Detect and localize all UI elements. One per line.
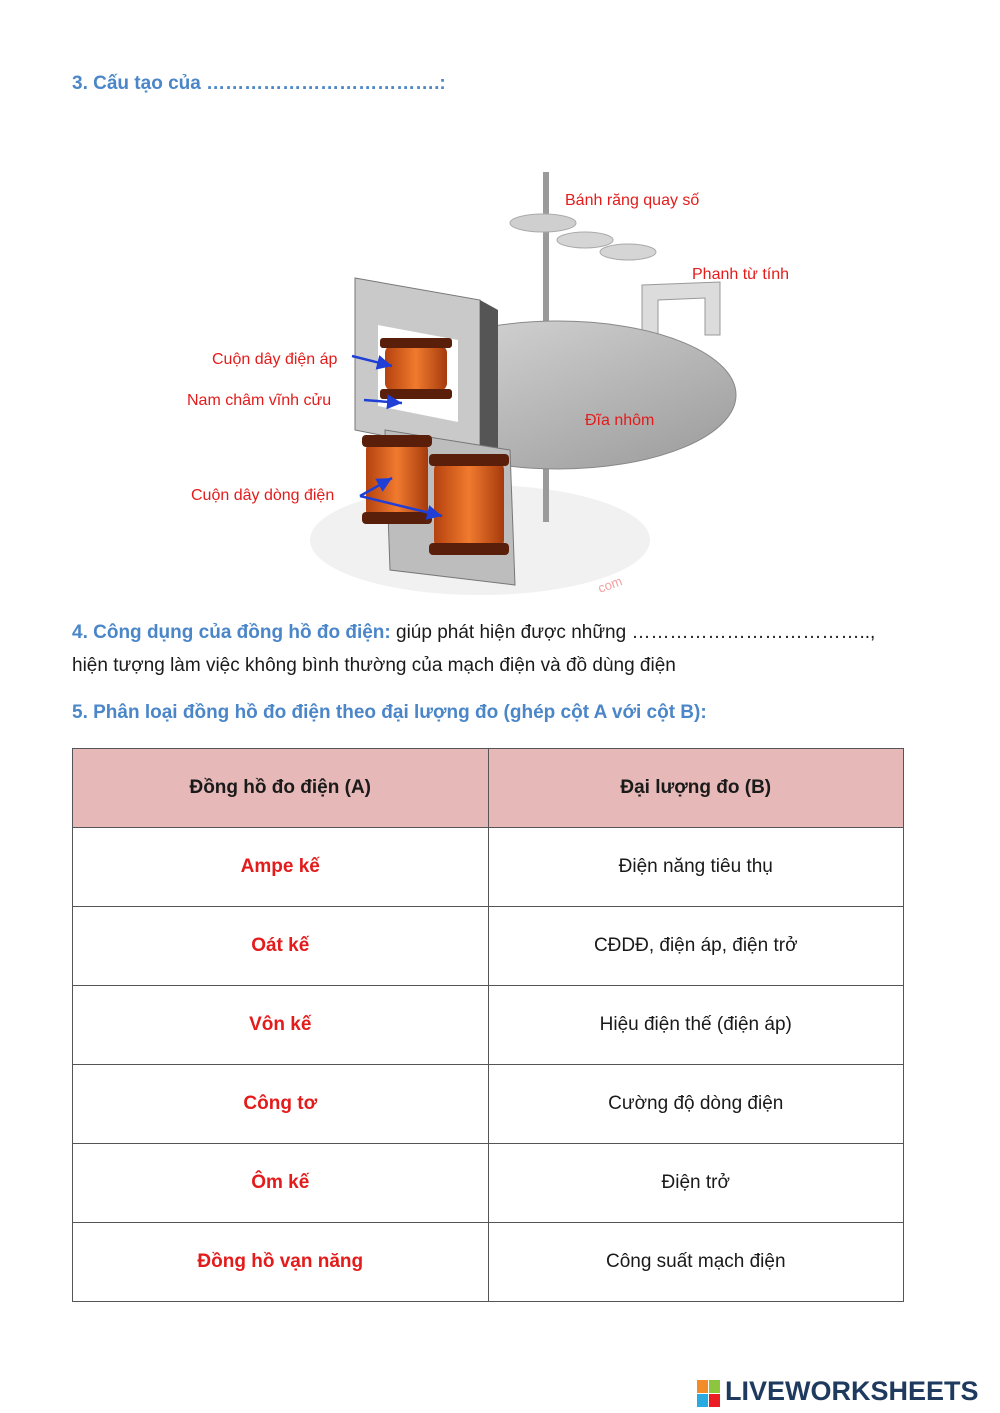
current-coil-right xyxy=(429,454,509,555)
section-5-heading: 5. Phân loại đồng hồ đo điện theo đại lượng đo (ghép cột A với cột B): xyxy=(72,702,707,723)
cell-a[interactable]: Ôm kế xyxy=(73,1144,489,1223)
section-4-paragraph xyxy=(72,616,932,682)
table-row xyxy=(73,907,904,986)
table-header-row xyxy=(73,749,904,828)
cell-b[interactable]: Hiệu điện thế (điện áp) xyxy=(488,986,904,1065)
cell-b[interactable]: CĐDĐ, điện áp, điện trở xyxy=(488,907,904,986)
table-row xyxy=(73,986,904,1065)
disc-label: Đĩa nhôm xyxy=(585,412,655,429)
current-coil-label: Cuộn dây dòng điện xyxy=(191,487,335,504)
section-4-lead: 4. Công dụng của đồng hồ đo điện: xyxy=(72,622,391,643)
cell-a[interactable]: Vôn kế xyxy=(73,986,489,1065)
table-row xyxy=(73,828,904,907)
watermark-text: com xyxy=(595,573,625,596)
cell-b[interactable]: Điện năng tiêu thụ xyxy=(488,828,904,907)
cell-b[interactable]: Cường độ dòng điện xyxy=(488,1065,904,1144)
magnet-label: Nam châm vĩnh cửu xyxy=(187,392,332,409)
logo-text: LIVEWORKSHEETS xyxy=(725,1376,979,1406)
electric-meter-diagram xyxy=(180,160,820,600)
voltage-coil xyxy=(380,338,452,399)
section-4-line-1 xyxy=(72,616,932,649)
table-row xyxy=(73,1144,904,1223)
cell-b[interactable]: Công suất mạch điện xyxy=(488,1223,904,1302)
section-4-line-2: hiện tượng làm việc không bình thường của mạch điện và đồ dùng điện xyxy=(72,655,676,676)
gear-icon xyxy=(510,214,656,260)
table-row xyxy=(73,1223,904,1302)
cell-b[interactable]: Điện trở xyxy=(488,1144,904,1223)
liveworksheets-logo[interactable] xyxy=(697,1376,997,1410)
voltage-coil-label: Cuộn dây điện áp xyxy=(212,351,338,368)
table-row xyxy=(73,1065,904,1144)
cell-a[interactable]: Oát kế xyxy=(73,907,489,986)
brake-label: Phanh từ tính xyxy=(692,266,789,283)
logo-blocks-icon xyxy=(697,1380,721,1408)
cell-a[interactable]: Đồng hồ vạn năng xyxy=(73,1223,489,1302)
header-column-a: Đồng hồ đo điện (A) xyxy=(73,749,489,828)
cell-a[interactable]: Ampe kế xyxy=(73,828,489,907)
section-3-heading: 3. Cấu tạo của ……………………………….: xyxy=(72,73,446,94)
cell-a[interactable]: Công tơ xyxy=(73,1065,489,1144)
header-column-b: Đại lượng đo (B) xyxy=(488,749,904,828)
section-4-text-1: giúp phát hiện được những ……………………………….., xyxy=(390,622,876,643)
gear-label: Bánh răng quay số xyxy=(565,192,700,209)
matching-table xyxy=(72,748,904,1302)
